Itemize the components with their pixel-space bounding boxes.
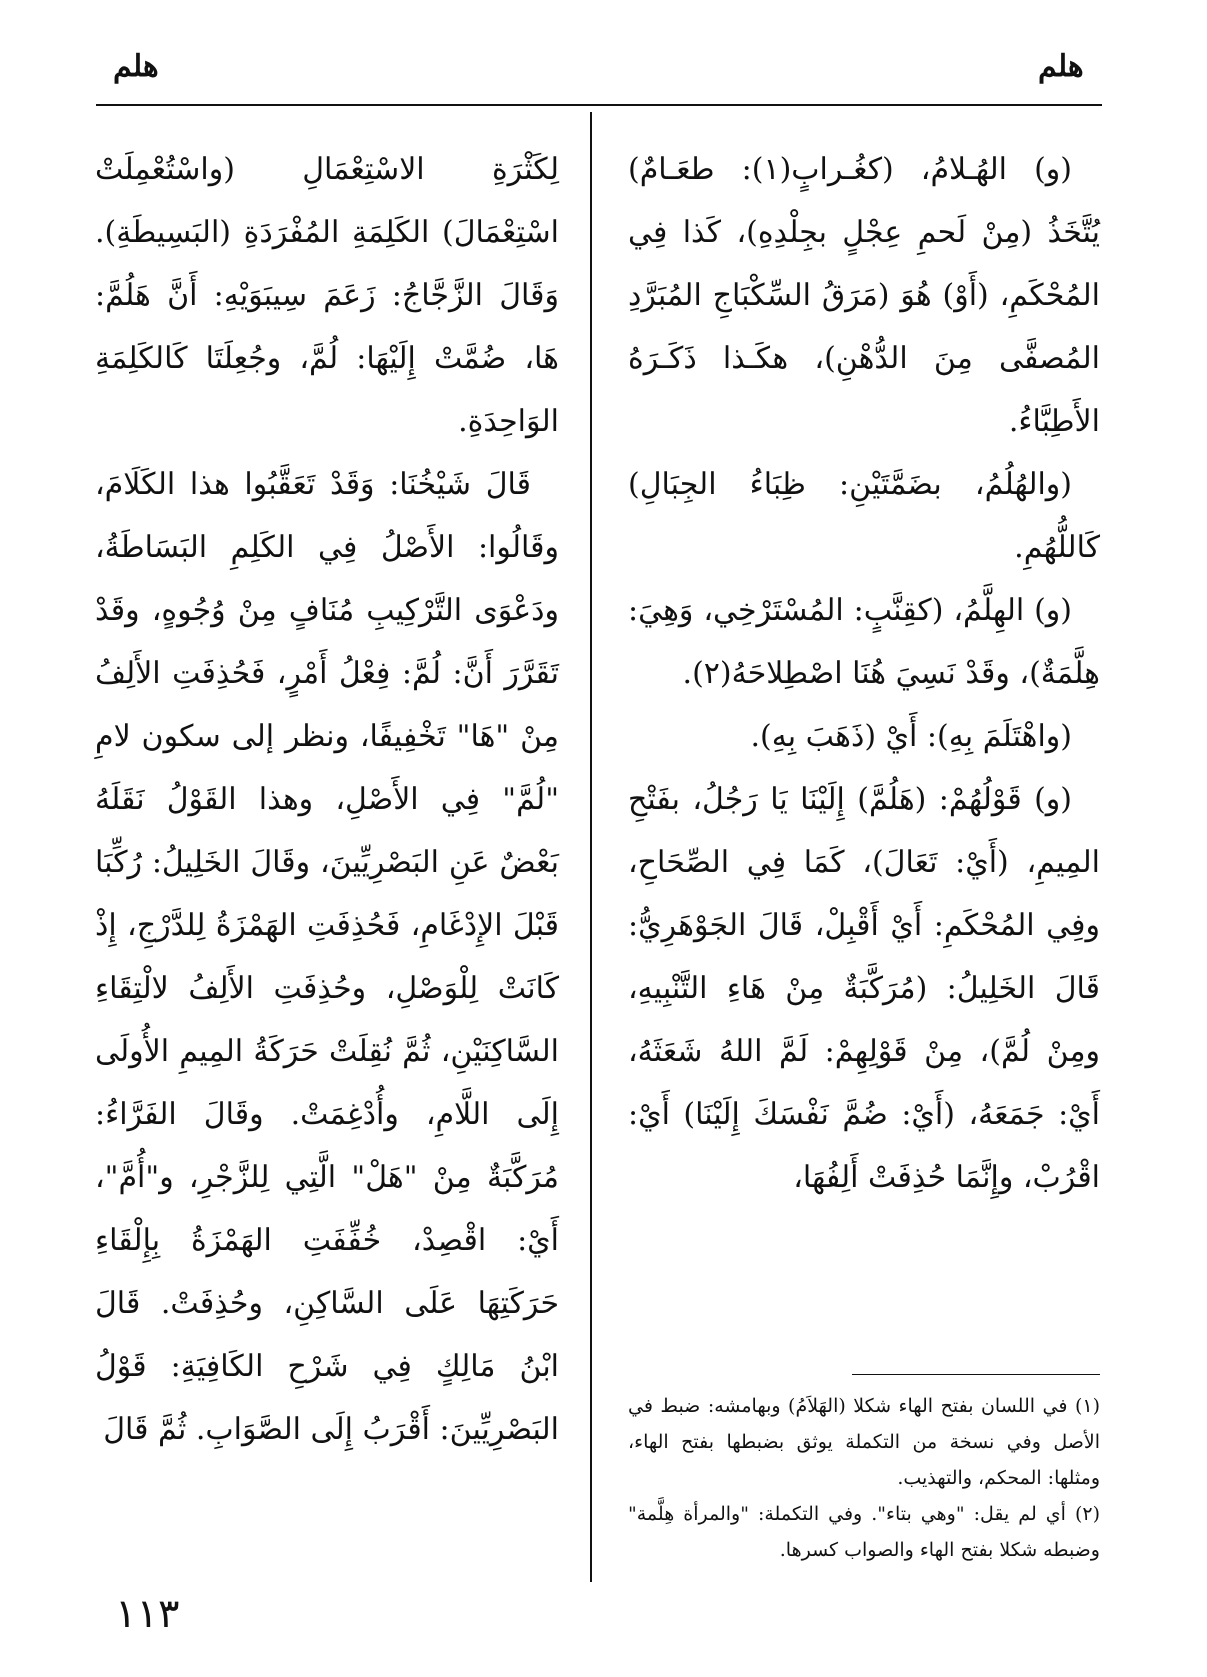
paragraph-continuation: لِكَثْرَةِ الاسْتِعْمَالِ (واسْتُعْمِلَتْ اسْتِعْمَالَ) الكَلِمَةِ المُفْرَدَةِ (البَسِيطَةِ). وَقَالَ الزَّجَّاجُ: زَعَمَ سِيبَوَيْهِ: أَنَّ هَلُمَّ: هَا، ضُمَّتْ إِلَيْهَا: لُمَّ، وجُعِلَتَا كَالكَلِمَةِ الوَاحِدَةِ. bbox=[95, 152, 559, 439]
entry-halumma: (و) قَوْلُهُمْ: (هَلُمَّ) إِلَيْنَا يَا رَجُلُ، بفَتْحِ المِيمِ، (أَيْ: تَعَالَ)، كَمَا فِي الصِّحَاحِ، وفِي المُحْكَمِ: أَيْ أَقْبِلْ، قَالَ الجَوْهَرِيُّ: قَالَ الخَلِيلُ: (مُرَكَّبَةٌ مِنْ هَاءِ التَّنْبِيهِ، ومِنْ لُمَّ)، مِنْ قَوْلِهِمْ: لَمَّ اللهُ شَعَثَهُ، أَيْ: جَمَعَهُ، (أَيْ: ضُمَّ نَفْسَكَ إِلَيْنَا) أَيْ: اقْرُبْ، وإِنَّمَا حُذِفَتْ أَلِفُهَا، bbox=[628, 782, 1100, 1195]
running-head-right: هلم bbox=[1038, 49, 1084, 84]
entry-hulum: (والهُلُمُ، بضَمَّتَيْنِ: ظِبَاءُ الجِبَالِ) كَاللُّهُمِ. bbox=[628, 467, 1100, 565]
page-number: ١١٣ bbox=[115, 1591, 180, 1637]
header-rule bbox=[96, 104, 1102, 106]
left-column bbox=[95, 138, 559, 1461]
footnote-rule bbox=[852, 1374, 1100, 1375]
entry-hulam: (و) الهُـلامُ، (كغُـرابٍ(١): طعَـامٌ) يُتَّخَذُ (مِنْ لَحمِ عِجْلٍ بجِلْدِهِ)، كَذا فِي المُحْكَمِ، (أَوْ) هُوَ (مَرَقُ السِّكْبَاجِ المُبَرَّدِ المُصفَّى مِنَ الدُّهْنِ)، هكَـذا ذَكَـرَهُ الأَطِبَّاءُ. bbox=[628, 152, 1100, 439]
column-divider bbox=[590, 112, 592, 1582]
footnote-1: (١) في اللسان بفتح الهاء شكلا (الهَلاَمُ) وبهامشه: ضبط في الأصل وفي نسخة من التكملة يوثق بضبطها بفتح الهاء، ومثلها: المحكم، والتهذيب. bbox=[628, 1395, 1100, 1489]
footnotes bbox=[628, 1388, 1100, 1568]
entry-hillam: (و) الهِلَّمُ، (كقِنَّبٍ: المُسْتَرْخِي، وَهِيَ: هِلَّمَةٌ)، وقَدْ نَسِيَ هُنَا اصْطِلاحَهُ(٢). bbox=[628, 593, 1100, 691]
paragraph-shaykhuna: قَالَ شَيْخُنَا: وَقَدْ تَعَقَّبُوا هذا الكَلَامَ، وقَالُوا: الأَصْلُ فِي الكَلِمِ البَسَاطَةُ، ودَعْوَى التَّرْكِيبِ مُنَافٍ مِنْ وُجُوهٍ، وقَدْ تَقَرَّرَ أَنَّ: لُمَّ: فِعْلُ أَمْرٍ، فَحُذِفَتِ الأَلِفُ مِنْ "هَا" تَخْفِيفًا، ونظر إلى سكون لامِ "لُمَّ" فِي الأَصْلِ، وهذا القَوْلُ نَقَلَهُ بَعْضٌ عَنِ البَصْرِيِّينَ، وقَالَ الخَلِيلُ: رُكِّبَا قَبْلَ الإِدْغَامِ، فَحُذِفَتِ الهَمْزَةُ لِلدَّرْجِ، إِذْ كَانَتْ لِلْوَصْلِ، وحُذِفَتِ الأَلِفُ لالْتِقَاءِ السَّاكِنَيْنِ، ثُمَّ نُقِلَتْ حَرَكَةُ المِيمِ الأُولَى إِلَى اللَّامِ، وأُدْغِمَتْ. وقَالَ الفَرَّاءُ: مُرَكَّبَةٌ مِنْ "هَلْ" الَّتِي لِلزَّجْرِ، و"أُمَّ"، أَيْ: اقْصِدْ، خُفِّفَتِ الهَمْزَةُ بِإِلْقَاءِ حَرَكَتِهَا عَلَى السَّاكِنِ، وحُذِفَتْ. قَالَ ابْنُ مَالِكٍ فِي شَرْحِ الكَافِيَةِ: قَوْلُ البَصْرِيِّينَ: أَقْرَبُ إِلَى الصَّوَابِ. ثُمَّ قَالَ bbox=[95, 467, 559, 1447]
right-column bbox=[628, 138, 1100, 1209]
running-head-left: هلم bbox=[113, 49, 159, 84]
footnote-2: (٢) أي لم يقل: "وهي بتاء". وفي التكملة: "والمرأة هِلَّمة" وضبطه شكلا بفتح الهاء والصواب كسرها. bbox=[628, 1503, 1100, 1561]
entry-ihtalama: (واهْتَلَمَ بِهِ): أَيْ (ذَهَبَ بِهِ). bbox=[750, 719, 1072, 754]
